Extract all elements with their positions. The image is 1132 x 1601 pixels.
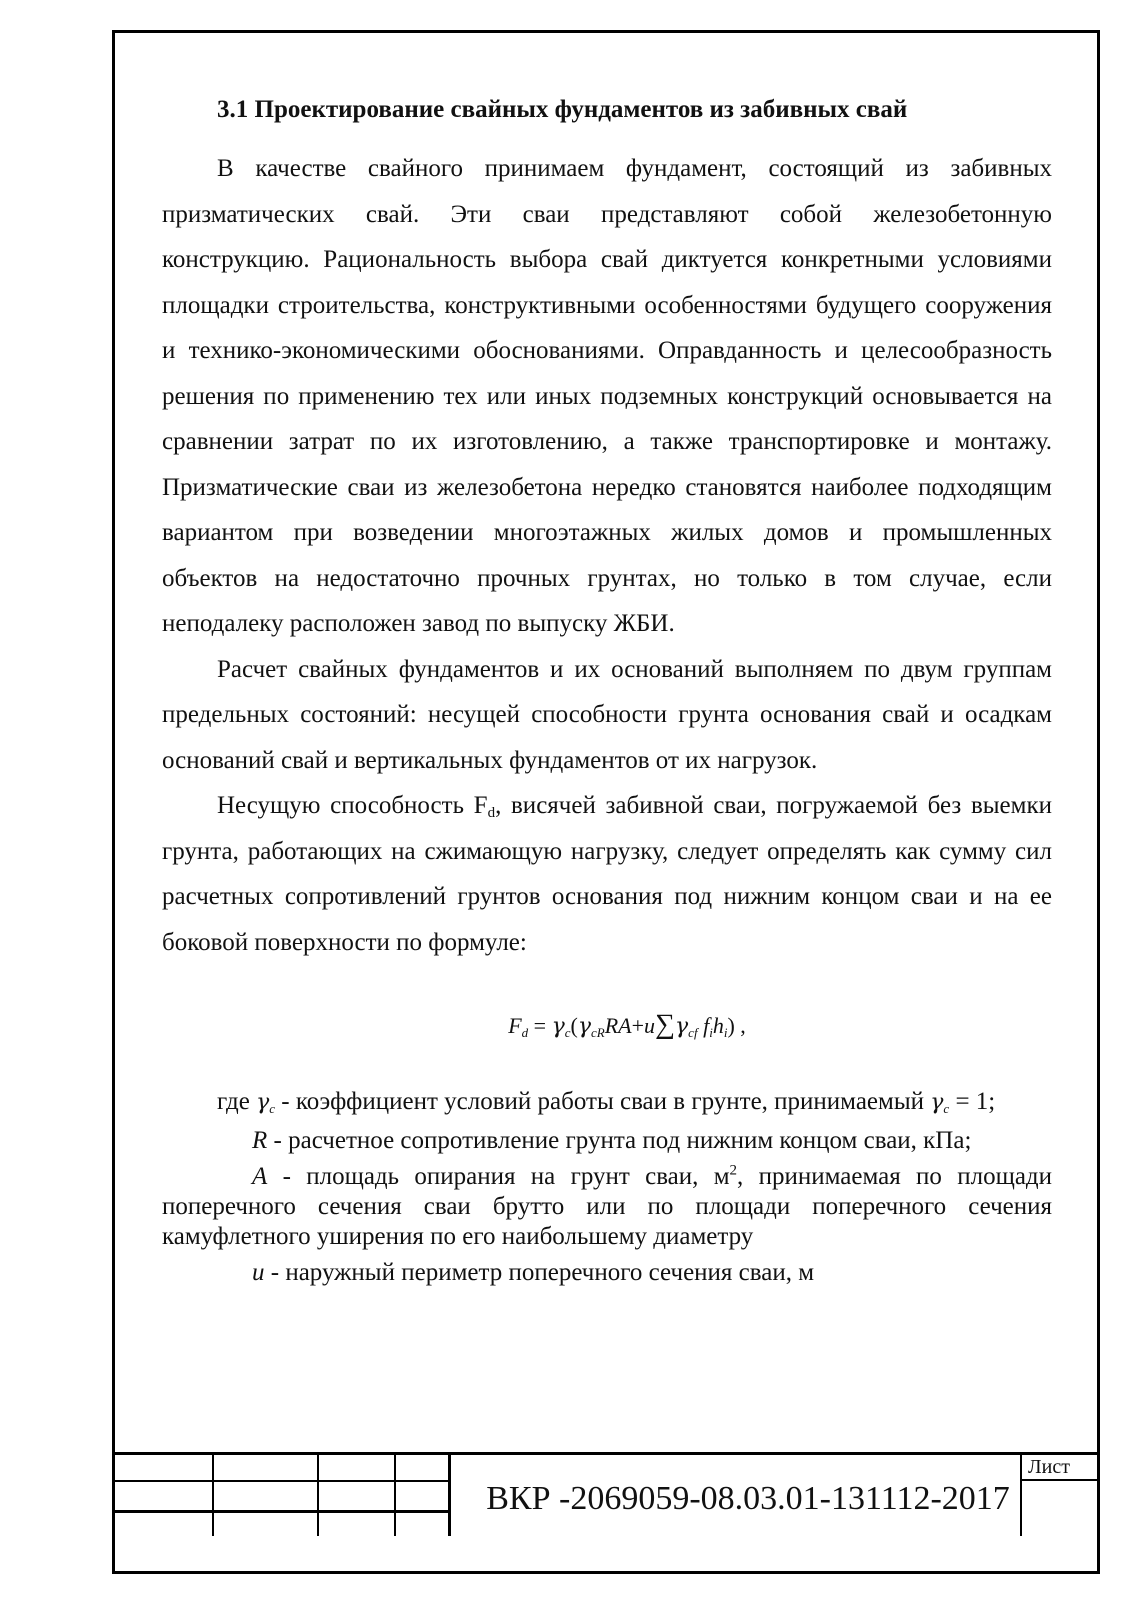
bearing-capacity-formula bbox=[162, 1009, 1052, 1049]
definition-text: - расчетное сопротивление грунта под нижним концом сваи, кПа; bbox=[267, 1127, 972, 1154]
title-block-col-line bbox=[448, 1452, 451, 1536]
definition-text: - коэффициент условий работы сваи в грунте, принимаемый bbox=[275, 1088, 931, 1115]
formula-subscript: cR bbox=[591, 1025, 605, 1040]
formula-subscript: c bbox=[564, 1025, 571, 1040]
formula-symbol: γ bbox=[577, 1014, 592, 1039]
definition-text: - наружный периметр поперечного сечения сваи, м bbox=[264, 1259, 815, 1286]
symbol-definitions bbox=[162, 1087, 1052, 1288]
formula-operator: ) bbox=[727, 1013, 735, 1038]
formula-symbol: h bbox=[712, 1013, 724, 1038]
title-block-col-line bbox=[212, 1452, 214, 1536]
formula-subscript: i bbox=[723, 1025, 728, 1040]
definition-text: где bbox=[217, 1088, 250, 1115]
definition-symbol: R bbox=[252, 1127, 268, 1154]
sheet-label: Лист bbox=[1028, 1456, 1070, 1478]
title-block-col-line bbox=[394, 1452, 396, 1536]
title-block-row-line bbox=[112, 1480, 450, 1482]
formula-operator: + bbox=[631, 1013, 645, 1038]
title-block-top-line bbox=[112, 1452, 1100, 1455]
formula-symbol: γ bbox=[551, 1014, 565, 1039]
paragraph-pile-choice: В качестве свайного принимаем фундамент, состоящий из забивных призматических свай. Эти сваи представляют собой железобетонную конструкцию. Рациональность выбора свай диктуется конкретными условиями площадки строительства, конструктивными особенностями будущего сооружения и технико-экономическими обоснованиями. Оправданность и целесообразность решения по применению тех или иных подземных конструкций основывается на сравнении затрат по их изготовлению, а также транспортировке и монтажу. Призматические сваи из железобетона нередко становятся наиболее подходящим вариантом при возведении многоэтажных жилых домов и промышленных объектов на недостаточно прочных грунтах, но только в том случае, если неподалеку расположен завод по выпуску ЖБИ. bbox=[162, 155, 1052, 637]
formula-symbol: RA bbox=[604, 1013, 632, 1038]
definition-gamma bbox=[162, 1087, 1052, 1118]
definition-symbol: γ bbox=[930, 1090, 944, 1115]
paragraph-limit-states: Расчет свайных фундаментов и их оснований выполняем по двум группам предельных состояний: несущей способности грунта основания свай и осадкам оснований свай и вертикальных фундаментов от их нагрузок. bbox=[162, 655, 1052, 774]
formula-symbol: f bbox=[703, 1013, 710, 1038]
definition-text: , принимаемая по площади поперечного сечения сваи брутто или по площади поперечного сечения камуфлетного уширения по его наибольшему диаметру bbox=[162, 1163, 1053, 1250]
title-block-row-line bbox=[1020, 1479, 1100, 1481]
definition-subscript: c bbox=[943, 1101, 950, 1116]
paragraph-text: Несущую способность F bbox=[217, 792, 488, 819]
definition-symbol: u bbox=[252, 1259, 265, 1286]
formula-operator: ( bbox=[570, 1013, 578, 1038]
section-heading: 3.1 Проектирование свайных фундаментов из забивных свай bbox=[217, 96, 908, 123]
definition-R bbox=[162, 1126, 1052, 1156]
definition-text: = 1; bbox=[949, 1088, 996, 1115]
title-block-col-line bbox=[1020, 1452, 1022, 1536]
superscript: 2 bbox=[729, 1162, 738, 1179]
paragraph-text: , висячей забивной сваи, погружаемой без выемки грунта, работающих на сжимающую нагрузку, следует определять как сумму сил расчетных сопротивлений грунтов основания под нижним концом сваи и на ее боковой поверхности по формуле: bbox=[162, 792, 1052, 956]
definition-symbol: γ bbox=[256, 1090, 270, 1115]
formula-subscript: cf bbox=[688, 1025, 698, 1040]
definition-symbol: A bbox=[252, 1163, 268, 1190]
document-code: ВКР -2069059-08.03.01-131112-2017 bbox=[486, 1480, 1010, 1517]
definition-u bbox=[162, 1258, 1052, 1288]
formula-subscript: d bbox=[521, 1025, 529, 1040]
definition-A bbox=[162, 1162, 1052, 1252]
formula-subscript: i bbox=[709, 1025, 713, 1040]
title-block-row-line bbox=[112, 1510, 450, 1513]
paragraph-bearing-capacity bbox=[162, 783, 1052, 965]
formula-symbol: γ bbox=[675, 1014, 689, 1039]
document-body bbox=[162, 90, 1052, 1288]
subscript: d bbox=[487, 805, 496, 821]
title-block-col-line bbox=[317, 1452, 319, 1536]
definition-text: - площадь опирания на грунт сваи, м bbox=[267, 1163, 730, 1190]
formula-operator: , bbox=[740, 1013, 746, 1038]
formula-symbol: F bbox=[508, 1013, 522, 1038]
formula-operator: = bbox=[533, 1013, 547, 1038]
formula-operator: ∑ bbox=[655, 1009, 676, 1040]
definition-subscript: c bbox=[269, 1101, 276, 1116]
formula-symbol: u bbox=[644, 1013, 656, 1038]
